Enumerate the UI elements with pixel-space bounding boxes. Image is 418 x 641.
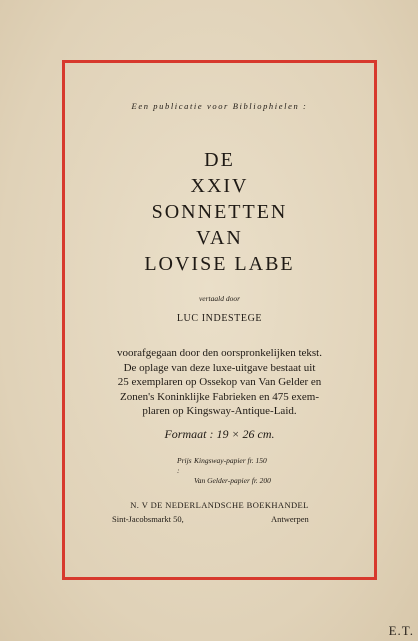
description-line-2: De oplage van deze luxe-uitgave bestaat uit — [123, 361, 316, 374]
title-line-3: SONNETTEN — [151, 201, 288, 223]
publisher-city: Antwerpen — [271, 514, 309, 524]
translator-name: LUC INDESTEGE — [176, 313, 263, 324]
corner-mark: E.T. — [388, 623, 414, 638]
price-line-1: Kingsway-papier fr. 150 — [194, 456, 267, 465]
price-label: Prijs : — [177, 456, 192, 475]
description-line-3: 25 exemplaren op Ossekop van Van Gelder en — [117, 376, 322, 389]
description-line-4: Zonen's Koninklijke Fabrieken en 475 exem- — [119, 390, 319, 403]
title-line-4: VAN — [196, 227, 243, 249]
publisher-name: N. V DE NEDERLANDSCHE BOEKHANDEL — [130, 500, 309, 510]
description — [65, 346, 374, 419]
description-line-5: plaren op Kingsway-Antique-Laid. — [142, 405, 297, 418]
description-line-1: voorafgegaan door den oorspronkelijken tekst. — [117, 347, 322, 359]
title-line-2: XXIV — [190, 175, 249, 197]
red-border-frame — [62, 60, 377, 580]
translated-by-label: vertaald door — [198, 294, 241, 303]
price-line-2: Van Gelder-papier fr. 200 — [194, 476, 271, 485]
price-list — [177, 456, 271, 486]
title-line-5: LOVISE LABE — [144, 253, 295, 275]
title-line-1: DE — [204, 149, 235, 171]
intro-line: Een publicatie voor Bibliophielen : — [131, 101, 308, 111]
format-line: Formaat : 19 × 26 cm. — [164, 427, 275, 441]
publisher-address: Sint-Jacobsmarkt 50, — [112, 514, 184, 524]
